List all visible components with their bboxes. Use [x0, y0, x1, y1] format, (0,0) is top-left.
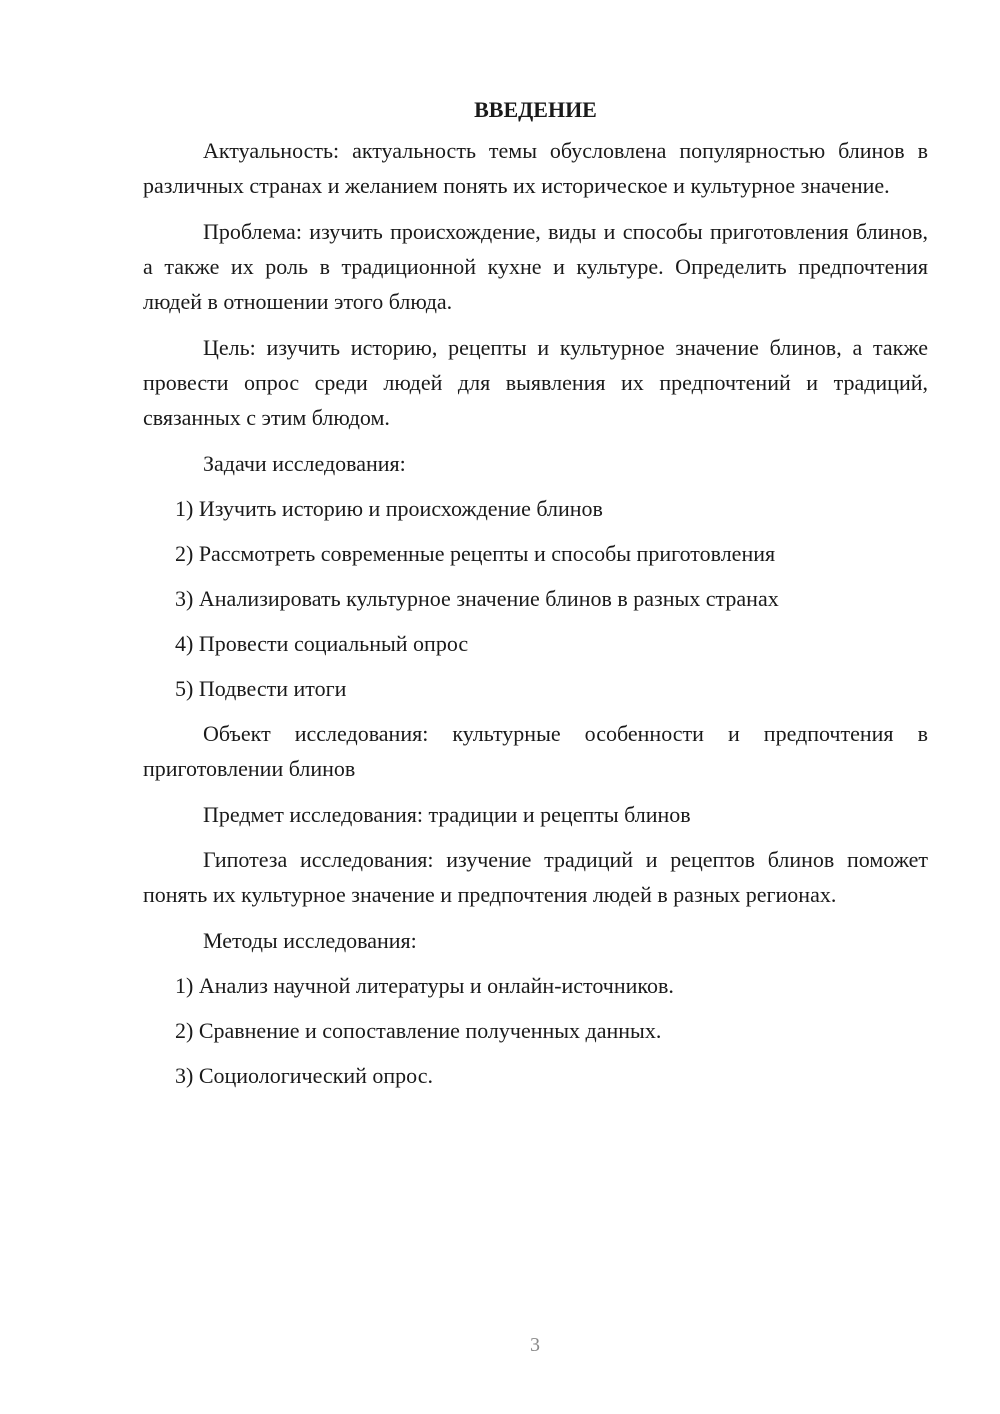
- list-item: 4) Провести социальный опрос: [175, 631, 469, 656]
- methods-list: [143, 968, 928, 1093]
- document-page: [143, 92, 928, 1103]
- list-item: 5) Подвести итоги: [175, 676, 347, 701]
- tasks-heading: Задачи исследования:: [203, 451, 406, 476]
- object-paragraph: Объект исследования: культурные особенности и предпочтения в приготовлении блинов: [143, 721, 928, 781]
- relevance-paragraph: Актуальность: актуальность темы обусловлена популярностью блинов в различных странах и желанием понять их историческое и культурное значение.: [143, 138, 928, 198]
- list-item: 2) Сравнение и сопоставление полученных данных.: [175, 1018, 662, 1043]
- list-item: 3) Анализировать культурное значение блинов в разных странах: [175, 586, 779, 611]
- hypothesis-paragraph: Гипотеза исследования: изучение традиций и рецептов блинов поможет понять их культурное значение и предпочтения людей в разных регионах.: [143, 847, 928, 907]
- methods-heading: Методы исследования:: [203, 928, 417, 953]
- list-item: 3) Социологический опрос.: [175, 1063, 433, 1088]
- list-item: 2) Рассмотреть современные рецепты и способы приготовления: [175, 541, 776, 566]
- subject-paragraph: Предмет исследования: традиции и рецепты блинов: [203, 802, 691, 827]
- tasks-list: [143, 491, 928, 706]
- page-title: ВВЕДЕНИЕ: [474, 97, 597, 122]
- goal-paragraph: Цель: изучить историю, рецепты и культурное значение блинов, а также провести опрос среди людей для выявления их предпочтений и традиций, связанных с этим блюдом.: [143, 335, 928, 430]
- problem-paragraph: Проблема: изучить происхождение, виды и способы приготовления блинов, а также их роль в традиционной кухне и культуре. Определить предпочтения людей в отношении этого блюда.: [143, 219, 928, 314]
- list-item: 1) Анализ научной литературы и онлайн-источников.: [175, 973, 674, 998]
- page-number: 3: [530, 1334, 540, 1356]
- list-item: 1) Изучить историю и происхождение блинов: [175, 496, 603, 521]
